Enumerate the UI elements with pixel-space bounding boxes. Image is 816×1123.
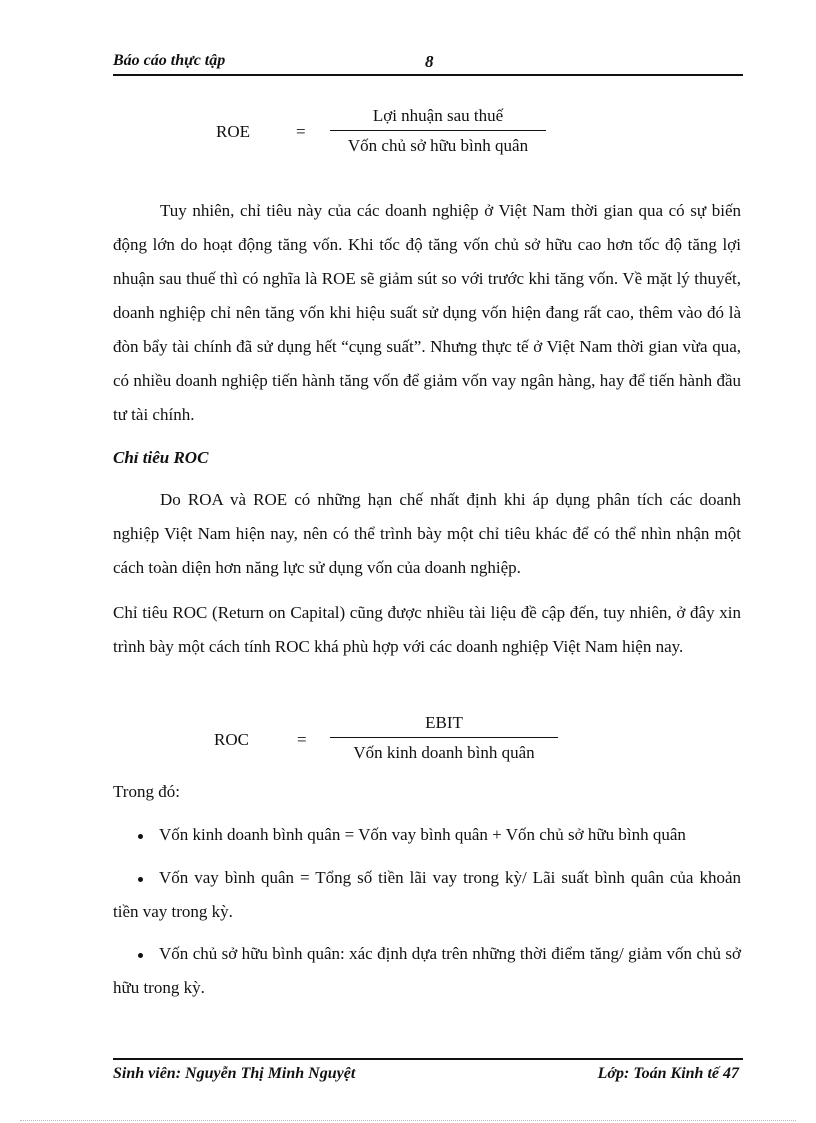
bullet-text: Vốn vay bình quân = Tổng số tiền lãi vay trong kỳ/ Lãi suất bình quân của khoản tiền vay trong kỳ.: [113, 868, 741, 921]
bullet-item: [113, 861, 741, 929]
formula-roc-name: ROC: [214, 730, 249, 749]
paragraph-1: Tuy nhiên, chỉ tiêu này của các doanh nghiệp ở Việt Nam thời gian qua có sự biến động lớn do hoạt động tăng vốn. Khi tốc độ tăng vốn chủ sở hữu cao hơn tốc độ tăng lợi nhuận sau thuế thì có nghĩa là ROE sẽ giảm sút so với trước khi tăng vốn. Về mặt lý thuyết, doanh nghiệp chỉ nên tăng vốn khi hiệu suất sử dụng vốn hiện đang rất cao, thêm vào đó là đòn bẩy tài chính đã sử dụng hết “cụng suất”. Nhưng thực tế ở Việt Nam thời gian vừa qua, có nhiều doanh nghiệp tiến hành tăng vốn để giảm vốn vay ngân hàng, hay để tiến hành đầu tư tài chính.: [113, 201, 741, 424]
formula-roc-equals: =: [297, 730, 307, 749]
formula-roe-equals: =: [296, 122, 306, 141]
page-header: [113, 50, 743, 76]
formula-roc-denominator: Vốn kinh doanh bình quân: [353, 743, 535, 762]
report-title: Báo cáo thực tập: [113, 52, 226, 69]
formula-roc-numerator: EBIT: [330, 713, 558, 738]
paragraph-3: Chỉ tiêu ROC (Return on Capital) cũng được nhiều tài liệu đề cập đến, tuy nhiên, ở đây xin trình bày một cách tính ROC khá phù hợp với các doanh nghiệp Việt Nam hiện nay.: [113, 603, 741, 656]
formula-roc-fraction: [330, 713, 558, 763]
page-number: 8: [425, 52, 434, 71]
formula-roe-name: ROE: [216, 122, 250, 141]
where-label: Trong đó:: [113, 782, 180, 801]
bullet-icon: [113, 861, 159, 895]
formula-roe: [0, 106, 816, 166]
formula-roe-numerator: Lợi nhuận sau thuế: [330, 106, 546, 131]
bullet-item: [113, 818, 741, 852]
page-divider: [20, 1120, 796, 1121]
student-name: Sinh viên: Nguyễn Thị Minh Nguyệt: [113, 1065, 356, 1082]
formula-roe-fraction: [330, 106, 546, 156]
section-heading: Chỉ tiêu ROC: [113, 448, 209, 467]
formula-roe-denominator: Vốn chủ sở hữu bình quân: [347, 136, 529, 155]
paragraph-2: Do ROA và ROE có những hạn chế nhất định khi áp dụng phân tích các doanh nghiệp Việt Nam hiện nay, nên có thể trình bày một chỉ tiêu khác để có thể nhìn nhận một cách toàn diện hơn năng lực sử dụng vốn của doanh nghiệp.: [113, 490, 741, 577]
bullet-text: Vốn kinh doanh bình quân = Vốn vay bình quân + Vốn chủ sở hữu bình quân: [159, 825, 686, 844]
bullet-icon: [113, 937, 159, 971]
bullet-item: [113, 937, 741, 1005]
class-name: Lớp: Toán Kinh tế 47: [597, 1065, 739, 1082]
formula-roc: [0, 713, 816, 773]
bullet-icon: [113, 818, 159, 852]
page-footer: [113, 1058, 743, 1082]
bullet-text: Vốn chủ sở hữu bình quân: xác định dựa trên những thời điểm tăng/ giảm vốn chủ sở hữu trong kỳ.: [113, 944, 741, 997]
